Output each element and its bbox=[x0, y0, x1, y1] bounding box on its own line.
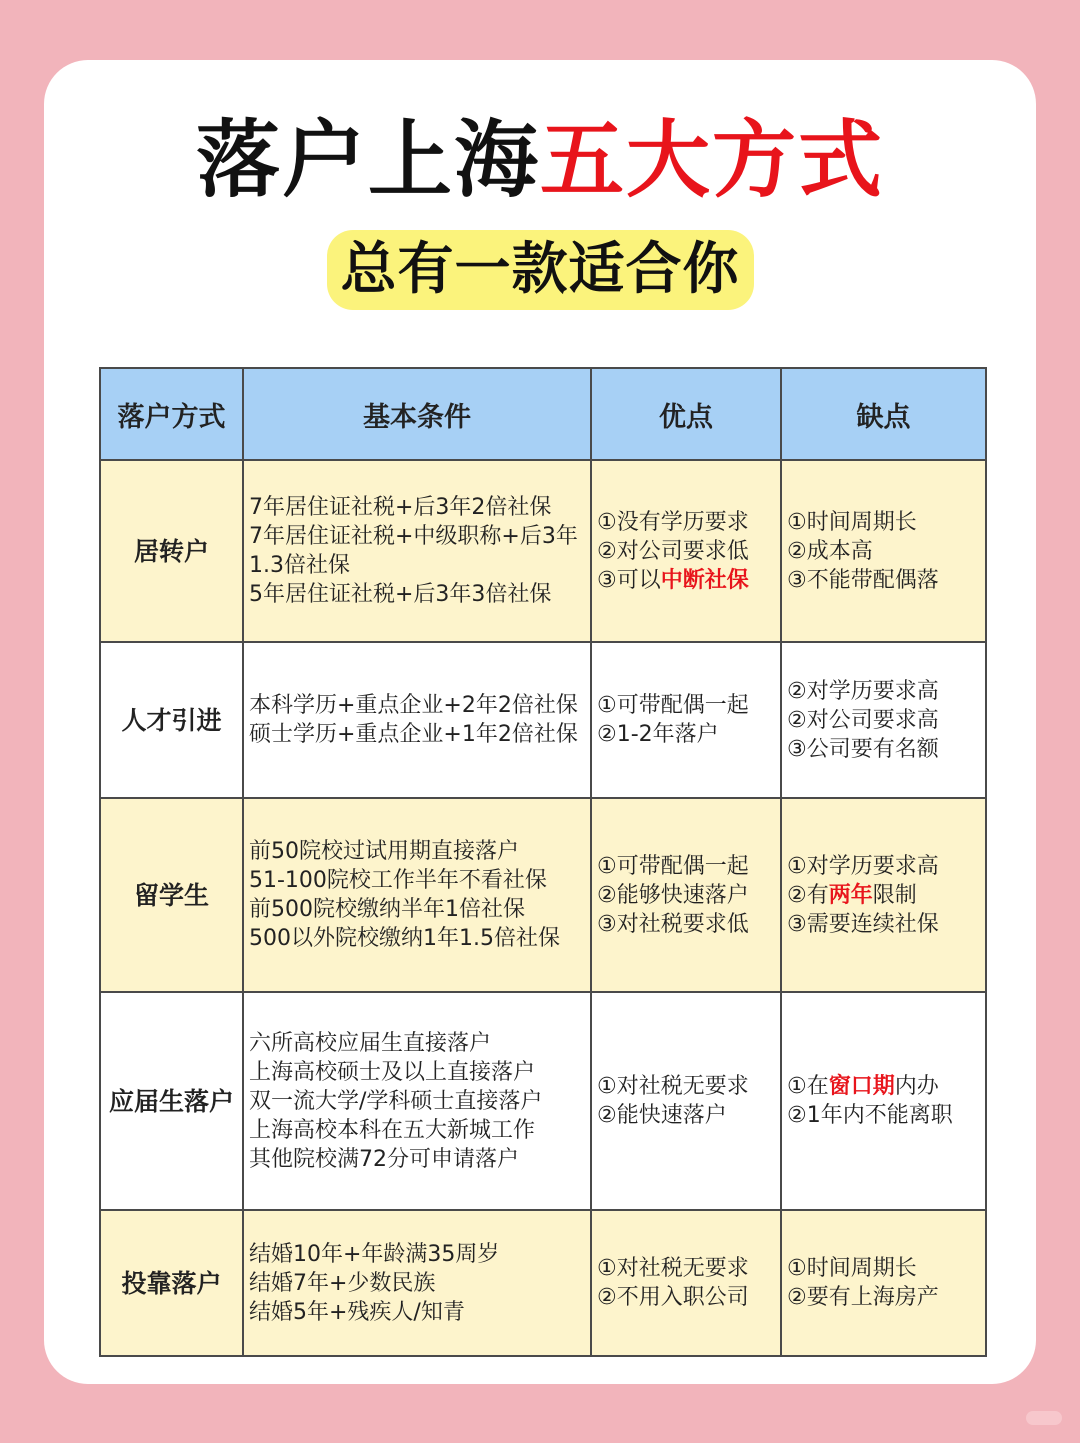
page-title bbox=[44, 110, 1036, 210]
condition-line: 双一流大学/学科硕士直接落户 bbox=[249, 1088, 543, 1114]
table-row bbox=[100, 798, 986, 992]
condition-line: 500以外院校缴纳1年1.5倍社保 bbox=[249, 926, 560, 951]
pros-cell bbox=[591, 798, 781, 992]
condition-line: 结婚10年+年龄满35周岁 bbox=[249, 1241, 500, 1267]
con-line: ③需要连续社保 bbox=[787, 911, 939, 937]
pros-cell bbox=[591, 460, 781, 642]
con-line: ②成本高 bbox=[787, 538, 873, 564]
pro-line: ①对社税无要求 bbox=[597, 1256, 749, 1281]
pro-line: ①对社税无要求 bbox=[597, 1074, 749, 1099]
condition-line: 前500院校缴纳半年1倍社保 bbox=[249, 897, 525, 922]
condition-line: 硕士学历+重点企业+1年2倍社保 bbox=[249, 722, 578, 747]
table-header-row bbox=[100, 368, 986, 460]
highlight-text: 中断社保 bbox=[660, 567, 749, 593]
condition-line: 51-100院校工作半年不看社保 bbox=[249, 868, 547, 893]
cons-cell bbox=[781, 798, 986, 992]
title-part-red: 五大方式 bbox=[540, 111, 885, 209]
table-row bbox=[100, 992, 986, 1210]
condition-line: 上海高校本科在五大新城工作 bbox=[249, 1117, 536, 1143]
conditions-cell bbox=[243, 460, 591, 642]
method-cell: 投靠落户 bbox=[100, 1210, 243, 1356]
pro-line: ②对公司要求低 bbox=[597, 538, 749, 564]
pro-line: ③可以中断社保 bbox=[597, 567, 749, 593]
con-line: ③公司要有名额 bbox=[787, 736, 939, 762]
cons-cell bbox=[781, 992, 986, 1210]
conditions-cell bbox=[243, 1210, 591, 1356]
title-part-black: 落户上海 bbox=[195, 111, 540, 209]
table-row bbox=[100, 642, 986, 798]
settlement-methods-table bbox=[99, 367, 987, 1357]
method-cell: 人才引进 bbox=[100, 642, 243, 798]
condition-line: 前50院校过试用期直接落户 bbox=[249, 839, 519, 864]
pros-cell bbox=[591, 992, 781, 1210]
cons-cell bbox=[781, 642, 986, 798]
subtitle-badge: 总有一款适合你 bbox=[327, 230, 754, 310]
table-row bbox=[100, 1210, 986, 1356]
con-line: ②有两年限制 bbox=[787, 882, 917, 908]
con-line: ①时间周期长 bbox=[787, 1256, 917, 1281]
method-cell: 留学生 bbox=[100, 798, 243, 992]
header-method: 落户方式 bbox=[100, 368, 243, 460]
condition-line: 7年居住证社税+中级职称+后3年1.3倍社保 bbox=[249, 524, 578, 578]
header-pros: 优点 bbox=[591, 368, 781, 460]
method-cell: 居转户 bbox=[100, 460, 243, 642]
conditions-cell bbox=[243, 992, 591, 1210]
pro-line: ②1-2年落户 bbox=[597, 722, 719, 747]
cons-cell bbox=[781, 1210, 986, 1356]
table-row bbox=[100, 460, 986, 642]
con-line: ②要有上海房产 bbox=[787, 1285, 939, 1310]
highlight-text: 两年 bbox=[828, 882, 873, 908]
pro-line: ①可带配偶一起 bbox=[597, 853, 749, 879]
con-line: ②对公司要求高 bbox=[787, 707, 939, 733]
header-cons: 缺点 bbox=[781, 368, 986, 460]
con-line: ③不能带配偶落 bbox=[787, 567, 939, 593]
header-conditions: 基本条件 bbox=[243, 368, 591, 460]
condition-line: 本科学历+重点企业+2年2倍社保 bbox=[249, 693, 578, 718]
conditions-cell bbox=[243, 798, 591, 992]
con-line: ①在窗口期内办 bbox=[787, 1074, 939, 1099]
condition-line: 结婚5年+残疾人/知青 bbox=[249, 1299, 465, 1325]
pro-line: ③对社税要求低 bbox=[597, 911, 749, 937]
condition-line: 六所高校应届生直接落户 bbox=[249, 1030, 492, 1056]
pros-cell bbox=[591, 642, 781, 798]
subtitle-wrap bbox=[44, 230, 1036, 310]
method-cell: 应届生落户 bbox=[100, 992, 243, 1210]
condition-line: 7年居住证社税+后3年2倍社保 bbox=[249, 495, 552, 520]
content-card bbox=[44, 60, 1036, 1384]
con-line: ②1年内不能离职 bbox=[787, 1103, 953, 1128]
pro-line: ②能够快速落户 bbox=[597, 882, 749, 908]
condition-line: 其他院校满72分可申请落户 bbox=[249, 1146, 519, 1172]
conditions-cell bbox=[243, 642, 591, 798]
pro-line: ①可带配偶一起 bbox=[597, 693, 749, 718]
con-line: ①时间周期长 bbox=[787, 509, 917, 535]
pros-cell bbox=[591, 1210, 781, 1356]
watermark-sticker bbox=[1026, 1411, 1062, 1425]
condition-line: 5年居住证社税+后3年3倍社保 bbox=[249, 582, 552, 607]
pro-line: ②不用入职公司 bbox=[597, 1285, 749, 1310]
con-line: ①对学历要求高 bbox=[787, 853, 939, 879]
con-line: ②对学历要求高 bbox=[787, 678, 939, 704]
condition-line: 结婚7年+少数民族 bbox=[249, 1270, 436, 1296]
pro-line: ①没有学历要求 bbox=[597, 509, 749, 535]
cons-cell bbox=[781, 460, 986, 642]
highlight-text: 窗口期 bbox=[828, 1074, 895, 1099]
pro-line: ②能快速落户 bbox=[597, 1103, 727, 1128]
condition-line: 上海高校硕士及以上直接落户 bbox=[249, 1059, 536, 1085]
